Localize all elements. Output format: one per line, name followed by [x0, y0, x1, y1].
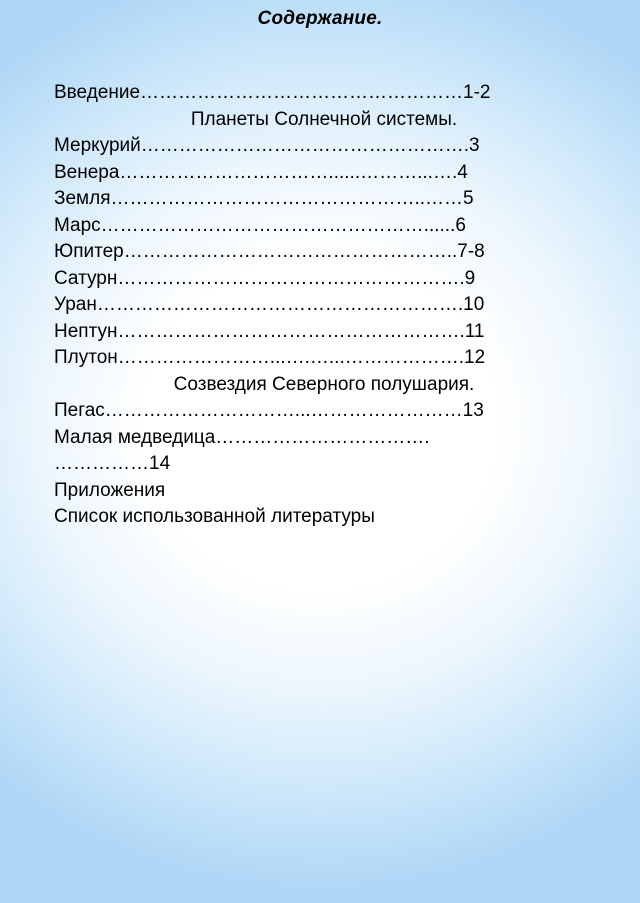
toc-entry-venus: Венера……………………………......………...….4 — [54, 161, 468, 183]
toc-entry-saturn: Сатурн……………………………………………….9 — [54, 267, 476, 289]
toc-entry-ursa-minor: Малая медведица……………………………. — [54, 426, 430, 448]
toc-entry-appendices: Приложения — [54, 479, 166, 501]
toc-entry-pluto: Плутон……………………...….…...……………….12 — [54, 347, 486, 368]
toc-entry-introduction: Введение……………………………………………1-2 — [54, 82, 491, 103]
toc-entry-uranus: Уран………………………………………………….10 — [54, 294, 485, 315]
toc-entry-bibliography: Список использованной литературы — [54, 506, 375, 527]
page-title: Содержание. — [257, 8, 383, 29]
toc-entry-earth: Земля…………………………………………..……5 — [54, 188, 474, 209]
table-of-contents — [54, 80, 594, 531]
toc-entry-mercury: Меркурий…………………………………………….3 — [54, 135, 480, 156]
toc-entry-mars: Марс……………………………………………......6 — [54, 214, 466, 236]
toc-entry-pegasus: Пегас…………………………...……………………13 — [54, 400, 484, 421]
toc-entry-neptune: Нептун……………………………………………….11 — [54, 320, 485, 342]
toc-section-heading-constellations: Созвездия Северного полушария. — [173, 373, 475, 395]
toc-section-heading-planets: Планеты Солнечной системы. — [190, 108, 458, 130]
toc-entry-ursa-minor-page: ……………14 — [54, 453, 171, 474]
toc-entry-jupiter: Юпитер……………………………………………..7-8 — [54, 241, 485, 262]
